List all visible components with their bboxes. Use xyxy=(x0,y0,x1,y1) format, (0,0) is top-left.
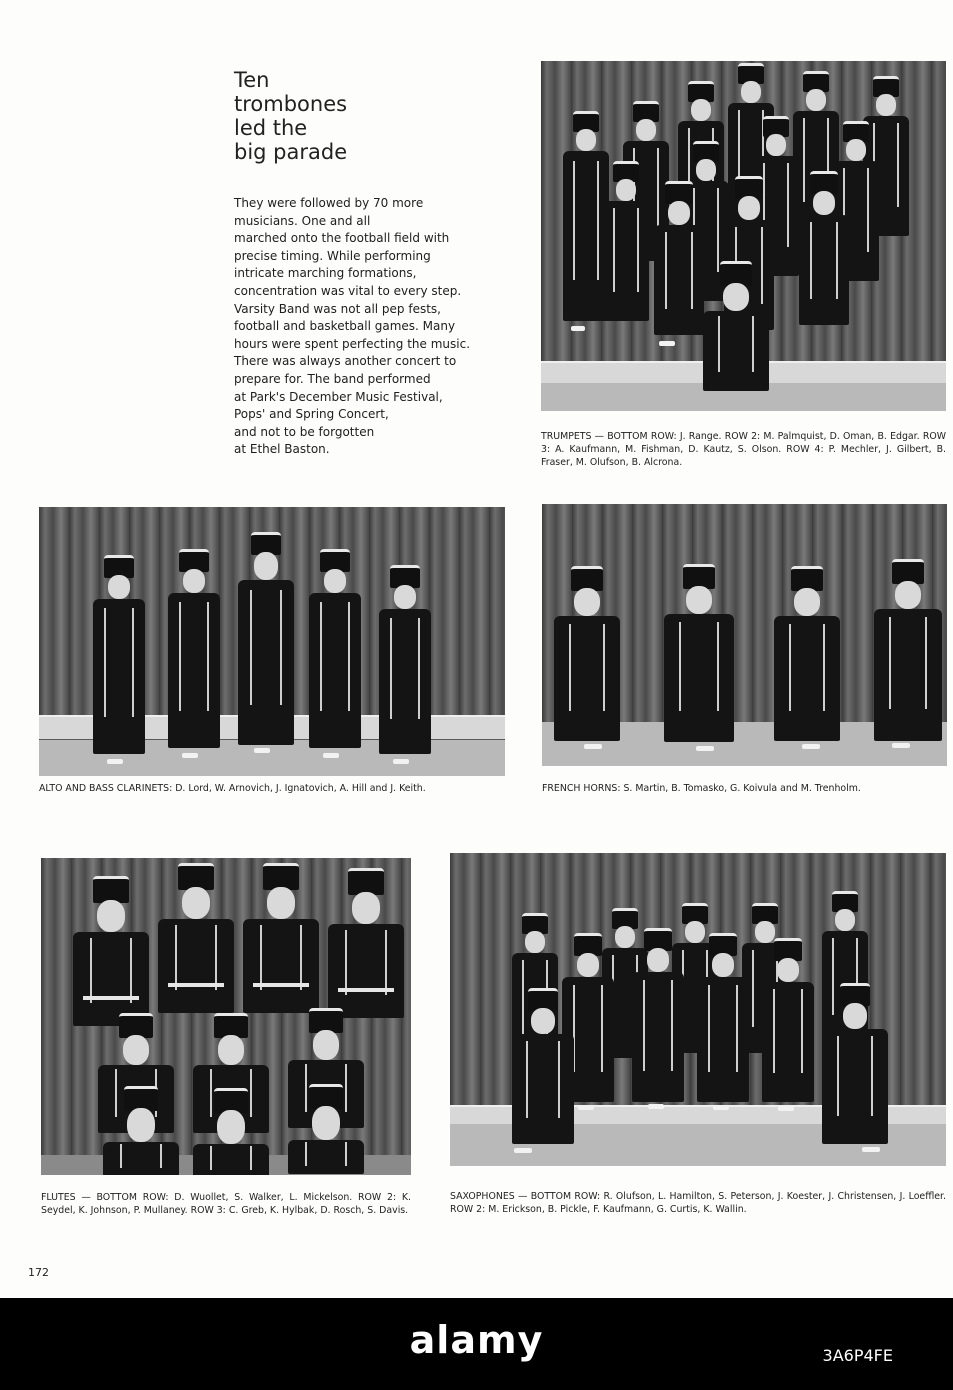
body-line: concentration was vital to every step. xyxy=(234,283,462,298)
body-line: at Park's December Music Festival, xyxy=(234,389,443,404)
body-line: intricate marching formations, xyxy=(234,266,417,281)
body-line: hours were spent perfecting the music. xyxy=(234,336,471,351)
headline xyxy=(234,68,474,164)
body-line: and not to be forgotten xyxy=(234,424,375,439)
page-number: 172 xyxy=(28,1266,49,1279)
watermark-logo: alamy xyxy=(409,1318,544,1362)
headline-line-3: led the xyxy=(234,116,308,140)
body-line: musicians. One and all xyxy=(234,213,371,228)
body-line: at Ethel Baston. xyxy=(234,442,330,457)
body-line: prepare for. The band performed xyxy=(234,371,431,386)
body-line: Varsity Band was not all pep fests, xyxy=(234,301,441,316)
saxophones-caption: SAXOPHONES — BOTTOM ROW: R. Olufson, L. Hamilton, S. Peterson, J. Koester, J. Christensen, J. Loeffler. ROW 2: M. Erickson, B. Pickle, F. Kaufmann, G. Curtis, K. Wallin. xyxy=(450,1191,946,1215)
flutes-photo xyxy=(41,858,411,1175)
french-horns-caption: FRENCH HORNS: S. Martin, B. Tomasko, G. Koivula and M. Trenholm. xyxy=(542,783,861,794)
flutes-caption: FLUTES — BOTTOM ROW: D. Wuollet, S. Walker, L. Mickelson. ROW 2: K. Seydel, K. Johnson, P. Mullaney. ROW 3: C. Greb, K. Hylbak, D. Rosch, S. Davis. xyxy=(41,1192,411,1216)
body-line: There was always another concert to xyxy=(234,354,457,369)
body-text xyxy=(234,195,474,459)
headline-line-4: big parade xyxy=(234,140,348,164)
trumpets-photo xyxy=(541,61,946,411)
image-id: 3A6P4FE xyxy=(822,1346,893,1365)
body-line: football and basketball games. Many xyxy=(234,319,456,334)
trumpets-caption: TRUMPETS — BOTTOM ROW: J. Range. ROW 2: M. Palmquist, D. Oman, B. Edgar. ROW 3: A. Kaufmann, M. Fishman, D. Kautz, S. Olson. ROW 4: P. Mechler, J. Gilbert, B. Fraser, M. Olufson, B. Alcrona. xyxy=(541,431,946,468)
body-line: precise timing. While performing xyxy=(234,248,431,263)
clarinets-photo xyxy=(39,507,505,776)
headline-line-2: trombones xyxy=(234,92,348,116)
french-horns-photo xyxy=(542,504,947,766)
headline-line-1: Ten xyxy=(234,68,270,92)
clarinets-caption: ALTO AND BASS CLARINETS: D. Lord, W. Arnovich, J. Ignatovich, A. Hill and J. Keith. xyxy=(39,783,426,794)
body-line: marched onto the football field with xyxy=(234,231,450,246)
saxophones-photo xyxy=(450,853,946,1166)
body-line: They were followed by 70 more xyxy=(234,196,424,210)
body-line: Pops' and Spring Concert, xyxy=(234,407,389,422)
